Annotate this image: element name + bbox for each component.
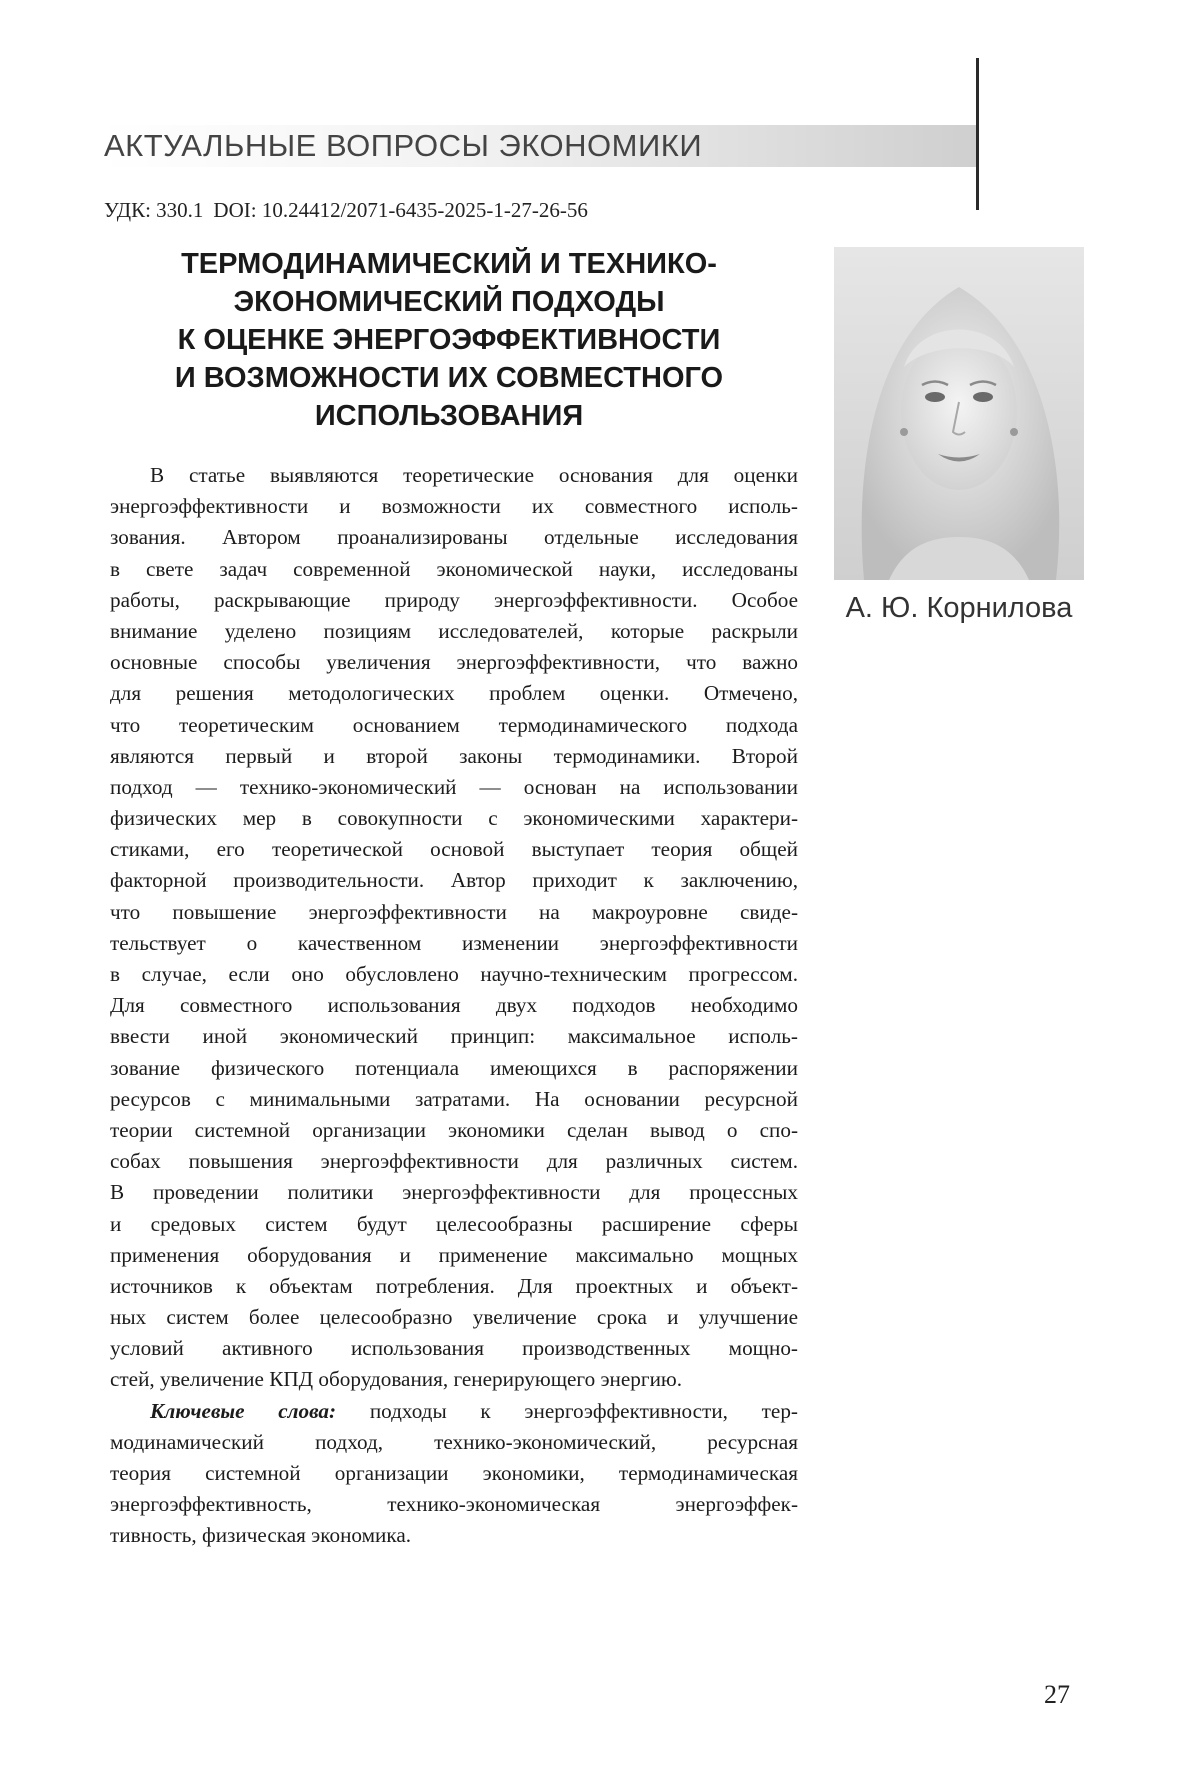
abstract-line: что повышение энергоэффективности на макроуровне свиде- (110, 899, 798, 924)
udk-doi-line (104, 198, 588, 223)
doi-code: DOI: 10.24412/2071-6435-2025-1-27-26-56 (213, 198, 588, 222)
abstract-line: Для совместного использования двух подходов необходимо (110, 993, 798, 1018)
keywords-colon: : (329, 1398, 337, 1423)
abstract-line: в случае, если оно обусловлено научно-техническим прогрессом. (110, 962, 798, 986)
abstract-line: работы, раскрывающие природу энергоэффективности. Особое (110, 587, 798, 612)
abstract-line: В статье выявляются теоретические основания для оценки (150, 463, 798, 487)
abstract-line: что теоретическим основанием термодинамического подхода (110, 712, 798, 737)
keywords-line (110, 1396, 798, 1427)
abstract-line: ных систем более целесообразно увеличение срока и улучшение (110, 1305, 798, 1330)
article-title (104, 245, 794, 435)
author-name: А. Ю. Корнилова (845, 592, 1073, 624)
abstract-line: физических мер в совокупности с экономическими характери- (110, 806, 798, 831)
abstract-line: для решения методологических проблем оценки. Отмечено, (110, 681, 798, 706)
abstract-line: зование физического потенциала имеющихся в распоряжении (110, 1055, 798, 1080)
title-line: И ВОЗМОЖНОСТИ ИХ СОВМЕСТНОГО (174, 362, 724, 394)
abstract-line: теории системной организации экономики сделан вывод о спо- (110, 1117, 798, 1142)
abstract-line: применения оборудования и применение максимально мощных (110, 1242, 798, 1267)
title-line: ЭКОНОМИЧЕСКИЙ ПОДХОДЫ (233, 286, 665, 318)
keywords-line: энергоэффективность, технико-экономическая энергоэффек- (110, 1492, 798, 1517)
abstract-line: источников к объектам потребления. Для проектных и объект- (110, 1273, 798, 1298)
abstract-line: внимание уделено позициям исследователей, которые раскрыли (110, 618, 798, 643)
abstract-line: условий активного использования производственных мощно- (110, 1336, 798, 1361)
abstract-line: стей, увеличение КПД оборудования, генерирующего энергию. (110, 1367, 683, 1392)
abstract (110, 460, 798, 1552)
abstract-line: в свете задач современной экономической науки, исследованы (110, 556, 798, 581)
abstract-line: стиками, его теоретической основой выступает теория общей (110, 837, 798, 862)
title-line: К ОЦЕНКЕ ЭНЕРГОЭФФЕКТИВНОСТИ (177, 324, 721, 356)
author-portrait (834, 247, 1084, 580)
keywords (110, 1396, 798, 1552)
udk-code: УДК: 330.1 (104, 198, 204, 222)
page-number: 27 (1044, 1680, 1070, 1709)
abstract-line: основные способы увеличения энергоэффективности, что важно (110, 650, 798, 675)
abstract-line: подход — технико-экономический — основан на использовании (110, 774, 798, 799)
author-photo-graphic (834, 247, 1084, 580)
abstract-line: и средовых систем будут целесообразны расширение сферы (110, 1211, 798, 1236)
header-vertical-rule (976, 58, 979, 210)
abstract-line: зования. Автором проанализированы отдельные исследования (110, 525, 798, 550)
abstract-line: ввести иной экономический принцип: максимальное исполь- (110, 1024, 798, 1049)
abstract-line: тельствует о качественном изменении энергоэффективности (110, 930, 798, 955)
abstract-line: являются первый и второй законы термодинамики. Второй (110, 743, 798, 768)
abstract-line: ресурсов с минимальными затратами. На основании ресурсной (110, 1086, 798, 1111)
keywords-line: тивность, физическая экономика. (110, 1523, 412, 1548)
title-line: ТЕРМОДИНАМИЧЕСКИЙ И ТЕХНИКО- (181, 248, 717, 280)
keywords-line: модинамический подход, технико-экономический, ресурсная (110, 1429, 798, 1454)
keywords-label: Ключевые слова (150, 1398, 330, 1423)
abstract-line: собах повышения энергоэффективности для различных систем. (110, 1149, 798, 1174)
abstract-line: факторной производительности. Автор приходит к заключению, (110, 868, 798, 893)
title-line: ИСПОЛЬЗОВАНИЯ (314, 400, 584, 432)
abstract-line: энергоэффективности и возможности их совместного исполь- (110, 494, 798, 519)
section-title: АКТУАЛЬНЫЕ ВОПРОСЫ ЭКОНОМИКИ (104, 128, 703, 163)
keywords-line: теория системной организации экономики, термодинамическая (110, 1461, 798, 1485)
abstract-line: В проведении политики энергоэффективности для процессных (110, 1180, 798, 1205)
keywords-first: подходы к энергоэффективности, тер- (336, 1398, 798, 1423)
